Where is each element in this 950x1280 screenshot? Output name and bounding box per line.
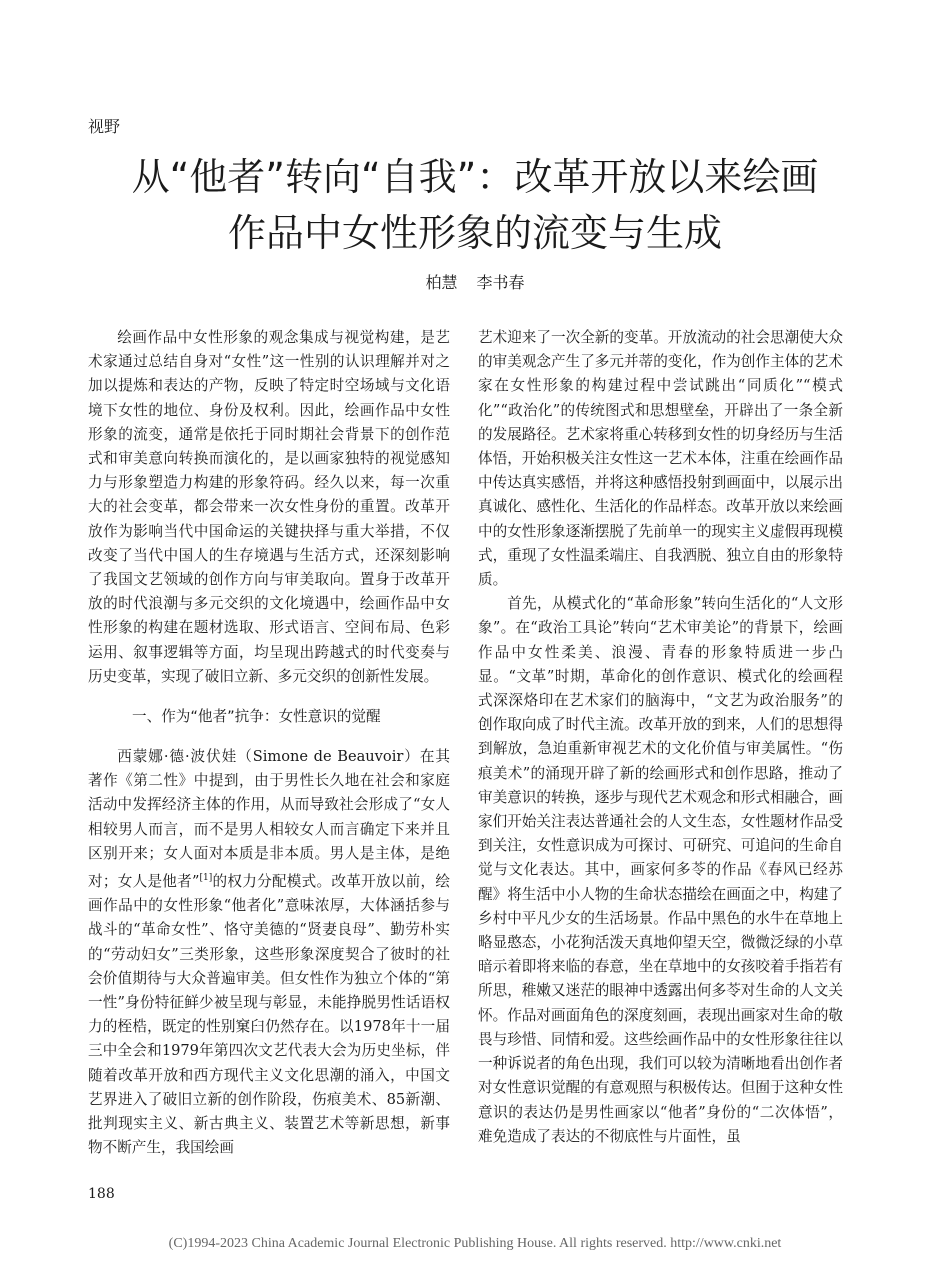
section-tag: 视野: [88, 117, 121, 136]
left-column: [88, 326, 450, 1160]
right-column: [478, 326, 843, 1149]
copyright-footer: (C)1994-2023 China Academic Journal Electronic Publishing House. All rights reserved. http://www.cnki.net: [168, 1236, 782, 1251]
paragraph-beauvoir-text-cont: 的权力分配模式。改革开放以前，绘画作品中的女性形象“他者化”意味浓厚，大体涵括参与战斗的“革命女性”、恪守美德的“贤妻良母”、勤劳朴实的“劳动妇女”三类形象，这些形象深度契合了彼时的社会价值期待与大众普遍审美。但女性作为独立个体的“第一性”身份特征鲜少被呈现与彰显，未能挣脱男性话语权力的桎梏，既定的性别窠臼仍然存在。以1978年十一届三中全会和1979年第四次文艺代表大会为历史坐标，伴随着改革开放和西方现代主义文化思潮的涌入，中国文艺界进入了破旧立新的创作阶段，伤痕美术、85新潮、批判现实主义、新古典主义、装置艺术等新思想，新事物不断产生，我国绘画: [88, 872, 450, 1157]
footnote-ref-1[interactable]: [1]: [199, 873, 213, 884]
paragraph-continued: 艺术迎来了一次全新的变革。开放流动的社会思潮使大众的审美观念产生了多元并蒂的变化，作为创作主体的艺术家在女性形象的构建过程中尝试跳出“同质化”“模式化”“政治化”的传统图式和思想壁垒，开辟出了一条全新的发展路径。艺术家将重心转移到女性的切身经历与生活体悟，开始积极关注女性这一艺术本体，注重在绘画作品中传达真实感悟，并将这种感悟投射到画面中，以展示出真诚化、感性化、生活化的作品样态。改革开放以来绘画中的女性形象逐渐摆脱了先前单一的现实主义虚假再现模式，重现了女性温柔端庄、自我洒脱、独立自由的形象特质。: [478, 329, 843, 589]
paragraph-beauvoir: [88, 745, 450, 1160]
paragraph-beauvoir-text: 西蒙娜·德·波伏娃（Simone de Beauvoir）在其著作《第二性》中提到，由于男性长久地在社会和家庭活动中发挥经济主体的作用，从而导致社会形成了“女人相较男人而言，而不是男人相较女人而言确定下来并且区别开来；女人面对本质是非本质。男人是主体，是绝对；女人是他者”: [88, 748, 450, 890]
article-title-line-2: 作品中女性形象的流变与生成: [227, 211, 722, 255]
paragraph-first-point: 首先，从模式化的“革命形象”转向生活化的“人文形象”。在“政治工具论”转向“艺术审美论”的背景下，绘画作品中女性柔美、浪漫、青春的形象特质进一步凸显。“文革”时期，革命化的创作意识、模式化的绘画程式深深烙印在艺术家们的脑海中，“文艺为政治服务”的创作取向成了时代主流。改革开放的到来，人们的思想得到解放，急迫重新审视艺术的文化价值与审美属性。“伤痕美术”的涌现开辟了新的绘画形式和创作思路，推动了审美意识的转换，逐步与现代艺术观念和形式相融合，画家们开始关注表达普通社会的人文生态，女性题材作品受到关注，女性意识成为可探讨、可研究、可追问的生命自觉与文化表达。其中，画家何多苓的作品《春风已经苏醒》将生活中小人物的生命状态描绘在画面之中，构建了乡村中平凡少女的生活场景。作品中黑色的水牛在草地上略显憨态，小花狗活泼天真地仰望天空，微微泛绿的小草暗示着即将来临的春意，坐在草地中的女孩咬着手指若有所思，稚嫩又迷茫的眼神中透露出何多苓对生命的人文关怀。作品对画面角色的深度刻画，表现出画家对生命的敬畏与珍惜、同情和爱。这些绘画作品中的女性形象往往以一种诉说者的角色出现，我们可以较为清晰地看出创作者对女性意识觉醒的有意观照与积极传达。但囿于这种女性意识的表达仍是男性画家以“他者”身份的“二次体悟”，难免造成了表达的不彻底性与片面性，虽: [478, 595, 843, 1145]
section-heading-1: 一、作为“他者”抗争：女性意识的觉醒: [132, 708, 381, 726]
page-number: 188: [88, 1186, 115, 1202]
authors: 柏慧 李书春: [425, 273, 525, 292]
article-title-line-1: 从“他者”转向“自我”：改革开放以来绘画: [131, 155, 819, 199]
paragraph-intro: 绘画作品中女性形象的观念集成与视觉构建，是艺术家通过总结自身对“女性”这一性别的认识理解并对之加以提炼和表达的产物，反映了特定时空场域与文化语境下女性的地位、身份及权利。因此，绘画作品中女性形象的流变，通常是依托于同时期社会背景下的创作范式和审美意向转换而演化的，是以画家独特的视觉感知力与形象塑造力构建的形象符码。经久以来，每一次重大的社会变革，都会带来一次女性身份的重置。改革开放作为影响当代中国命运的关键抉择与重大举措，不仅改变了当代中国人的生存境遇与生活方式，还深刻影响了我国文艺领域的创作方向与审美取向。置身于改革开放的时代浪潮与多元交织的文化境遇中，绘画作品中女性形象的构建在题材选取、形式语言、空间布局、色彩运用、叙事逻辑等方面，均呈现出跨越式的时代变奏与历史变革，实现了破旧立新、多元交织的创新性发展。: [88, 329, 450, 685]
